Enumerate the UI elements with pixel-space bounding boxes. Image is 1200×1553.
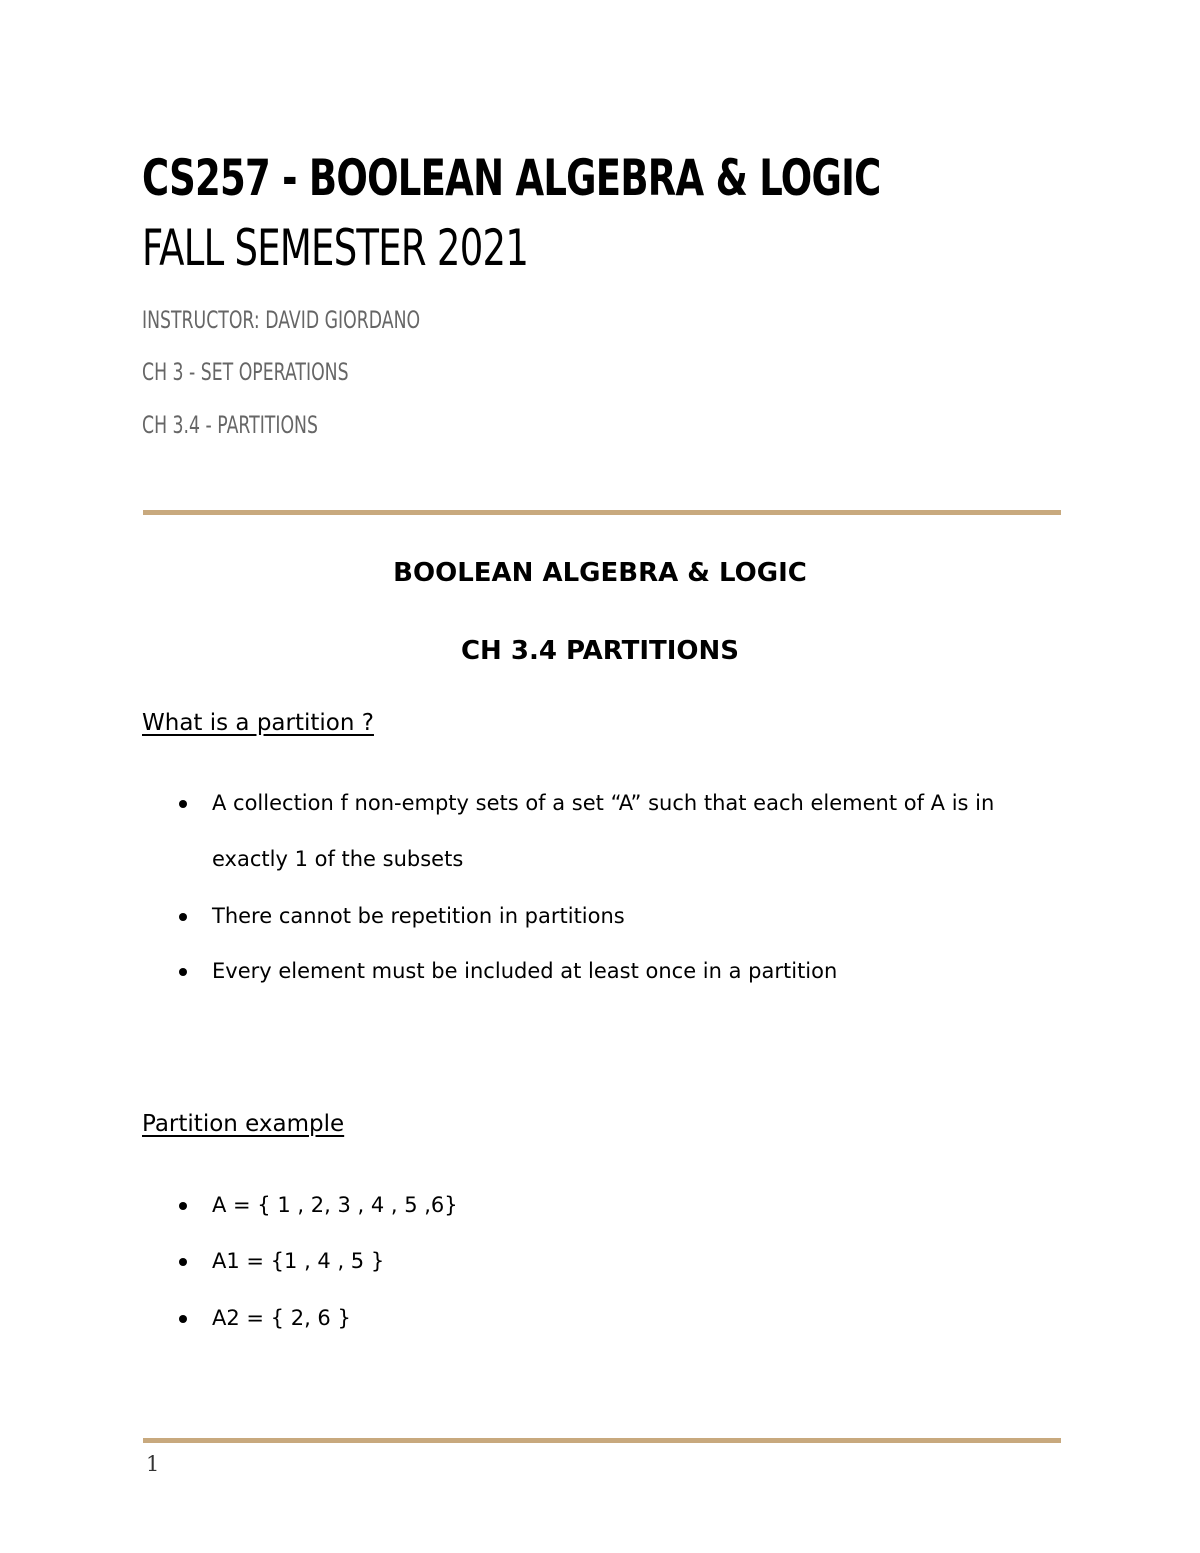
definition-item: A collection f non-empty sets of a set “A” such that each element of A is in bbox=[212, 791, 995, 815]
document-title: CS257 - BOOLEAN ALGEBRA & LOGIC bbox=[142, 149, 881, 207]
bullet-icon bbox=[179, 1202, 187, 1210]
document-subtitle: FALL SEMESTER 2021 bbox=[142, 219, 529, 277]
footer-divider bbox=[143, 1438, 1061, 1443]
chapter-heading: CH 3.4 PARTITIONS bbox=[460, 636, 740, 666]
header-divider bbox=[143, 510, 1061, 515]
definition-item: There cannot be repetition in partitions bbox=[212, 904, 625, 928]
page-number: 1 bbox=[146, 1452, 160, 1476]
example-item: A1 = {1 , 4 , 5 } bbox=[212, 1249, 385, 1273]
bullet-icon bbox=[179, 913, 187, 921]
example-item: A = { 1 , 2, 3 , 4 , 5 ,6} bbox=[212, 1193, 458, 1217]
course-heading: BOOLEAN ALGEBRA & LOGIC bbox=[393, 558, 807, 588]
definition-item: Every element must be included at least once in a partition bbox=[212, 959, 838, 983]
bullet-icon bbox=[179, 800, 187, 808]
bullet-icon bbox=[179, 1315, 187, 1323]
bullet-icon bbox=[179, 968, 187, 976]
example-label: Partition example bbox=[142, 1111, 345, 1137]
definition-item-continuation: exactly 1 of the subsets bbox=[212, 847, 464, 871]
instructor-line: INSTRUCTOR: DAVID GIORDANO bbox=[142, 306, 421, 334]
bullet-icon bbox=[179, 1258, 187, 1266]
question-label: What is a partition ? bbox=[142, 710, 374, 736]
section-line: CH 3.4 - PARTITIONS bbox=[142, 411, 318, 439]
chapter-line: CH 3 - SET OPERATIONS bbox=[142, 358, 349, 386]
example-item: A2 = { 2, 6 } bbox=[212, 1306, 351, 1330]
